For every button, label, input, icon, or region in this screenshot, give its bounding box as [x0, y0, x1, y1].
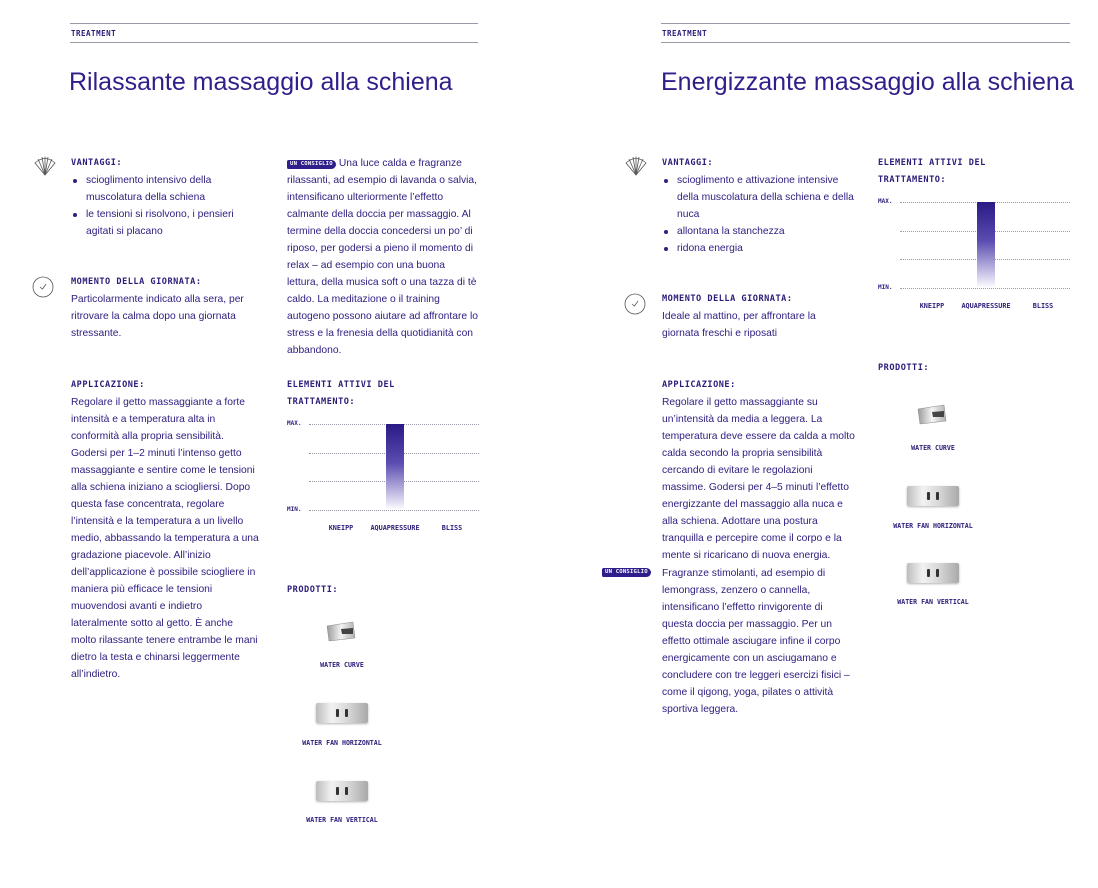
- chart-gridline: [309, 510, 479, 511]
- chart-gridline: [900, 288, 1070, 289]
- chart-heading: [878, 155, 986, 189]
- page-title: Rilassante massaggio alla schiena: [69, 68, 453, 96]
- time-text: Particolarmente indicato alla sera, per ritrovare la calma dopo una giornata stressante.: [71, 294, 244, 339]
- tag-rule: [70, 42, 478, 43]
- bar-chart: [287, 420, 479, 535]
- chart-bar: [386, 424, 404, 510]
- chart-heading-line: TRATTAMENTO:: [287, 397, 356, 407]
- water-curve-image: [325, 620, 357, 642]
- chart-bar: [977, 202, 995, 288]
- top-rule: [661, 23, 1070, 24]
- product-label: WATER CURVE: [320, 661, 364, 669]
- water-fan-vertical-image: [907, 563, 959, 583]
- clock-icon: [624, 293, 646, 315]
- chart-y-min-label: MIN.: [287, 506, 302, 513]
- water-fan-vertical-image: [316, 781, 368, 801]
- page-title: Energizzante massaggio alla schiena: [661, 68, 1074, 96]
- product-label: WATER FAN HORIZONTAL: [893, 522, 973, 530]
- top-rule: [70, 23, 478, 24]
- water-fan-horizontal-image: [316, 703, 368, 723]
- chart-y-min-label: MIN.: [878, 284, 893, 291]
- chart-heading: [287, 377, 395, 411]
- tag-rule: [661, 42, 1070, 43]
- product-label: WATER FAN VERTICAL: [897, 598, 969, 606]
- product-label: WATER FAN HORIZONTAL: [302, 739, 382, 747]
- water-curve-image: [916, 403, 948, 425]
- product-label: WATER CURVE: [911, 444, 955, 452]
- chart-y-max-label: MAX.: [878, 198, 893, 205]
- benefits-list: [662, 172, 857, 257]
- time-heading: MOMENTO DELLA GIORNATA:: [71, 277, 202, 287]
- product-label: WATER FAN VERTICAL: [306, 816, 378, 824]
- clock-icon: [32, 276, 54, 298]
- chart-x-tick-label: KNEIPP: [328, 524, 354, 532]
- tip-text: Una luce calda e fragranze rilassanti, ad esempio di lavanda o salvia, intensificano ulteriormente l’effetto calmante della doccia per massaggio. Al termine della doccia concedersi un po’ di riposo, per godersi a pieno il momento di relax – ad esempio con una buona lettura, della musica soft o una tazza di tè caldo. La meditazione o il training autogeno possono aiutare ad affrontare lo stress e la frenesia della quotidianità con abbandono.: [287, 158, 479, 356]
- shell-icon: [33, 155, 57, 177]
- chart-heading-line: ELEMENTI ATTIVI DEL: [287, 380, 395, 390]
- tip-block: [287, 155, 479, 359]
- application-heading: APPLICAZIONE:: [71, 380, 145, 390]
- time-text: Ideale al mattino, per affrontare la giornata freschi e riposati: [662, 311, 816, 339]
- benefit-item: scioglimento intensivo della muscolatura della schiena: [71, 172, 251, 206]
- benefit-item: ridona energia: [662, 240, 857, 257]
- benefits-heading: VANTAGGI:: [662, 158, 714, 168]
- chart-heading-line: TRATTAMENTO:: [878, 175, 947, 185]
- benefits-list: [71, 172, 251, 240]
- section-tag: TREATMENT: [662, 29, 708, 38]
- chart-x-tick-label: KNEIPP: [919, 302, 945, 310]
- section-tag: TREATMENT: [71, 29, 117, 38]
- application-heading: APPLICAZIONE:: [662, 380, 736, 390]
- chart-y-max-label: MAX.: [287, 420, 302, 427]
- tip-text: Fragranze stimolanti, ad esempio di lemongrass, zenzero o cannella, intensificano l’effetto rinvigorente di questa doccia per massaggio. Per un effetto ottimale asciugare infine il corpo energicamente con un asciugamano e concludere con tre leggeri esercizi fisici – come il qigong, yoga, pilates o attività sportiva leggera.: [662, 568, 850, 715]
- chart-x-tick-label: AQUAPRESSURE: [961, 302, 1011, 310]
- time-heading: MOMENTO DELLA GIORNATA:: [662, 294, 793, 304]
- tip-badge: UN CONSIGLIO: [602, 568, 651, 577]
- benefit-item: scioglimento e attivazione intensive della muscolatura della schiena e della nuca: [662, 172, 857, 223]
- benefit-item: le tensioni si risolvono, i pensieri agitati si placano: [71, 206, 251, 240]
- water-fan-horizontal-image: [907, 486, 959, 506]
- benefits-heading: VANTAGGI:: [71, 158, 123, 168]
- chart-heading-line: ELEMENTI ATTIVI DEL: [878, 158, 986, 168]
- bar-chart: [878, 198, 1070, 313]
- tip-badge: UN CONSIGLIO: [287, 160, 336, 169]
- chart-x-tick-label: AQUAPRESSURE: [370, 524, 420, 532]
- benefit-item: allontana la stanchezza: [662, 223, 857, 240]
- chart-x-tick-label: BLISS: [1032, 302, 1054, 310]
- application-text: Regolare il getto massaggiante su un’intensità da media a leggera. La temperatura deve essere da calda a molto calda secondo la propria sensibilità cercando di evitare le regolazioni massime. Godersi per 4–5 minuti l’effetto energizzante del massaggio alla nuca e alla schiena. Adottare una postura tranquilla e percepire come il corpo e la mente si ricaricano di nuova energia.: [662, 397, 855, 561]
- chart-x-tick-label: BLISS: [441, 524, 463, 532]
- application-text: Regolare il getto massaggiante a forte intensità e a temperatura alta in conformità alla propria sensibilità. Godersi per 1–2 minuti l’intenso getto massaggiante e sentire come le tensioni alla schiena iniziano a sciogliersi. Dopo questa fase concentrata, regolare l’intensità e la temperatura a un livello medio, abbassando la temperatura a una gradazione piacevole. All’inizio dell’applicazione è possibile sciogliere in maniera più efficace le tensioni muovendosi avanti e indietro lateralmente sotto al getto. È anche molto rilassante tenere entrambe le mani dietro la testa e chinarsi leggermente all’indietro.: [71, 397, 259, 680]
- shell-icon: [624, 155, 648, 177]
- products-heading: PRODOTTI:: [287, 585, 339, 595]
- products-heading: PRODOTTI:: [878, 363, 930, 373]
